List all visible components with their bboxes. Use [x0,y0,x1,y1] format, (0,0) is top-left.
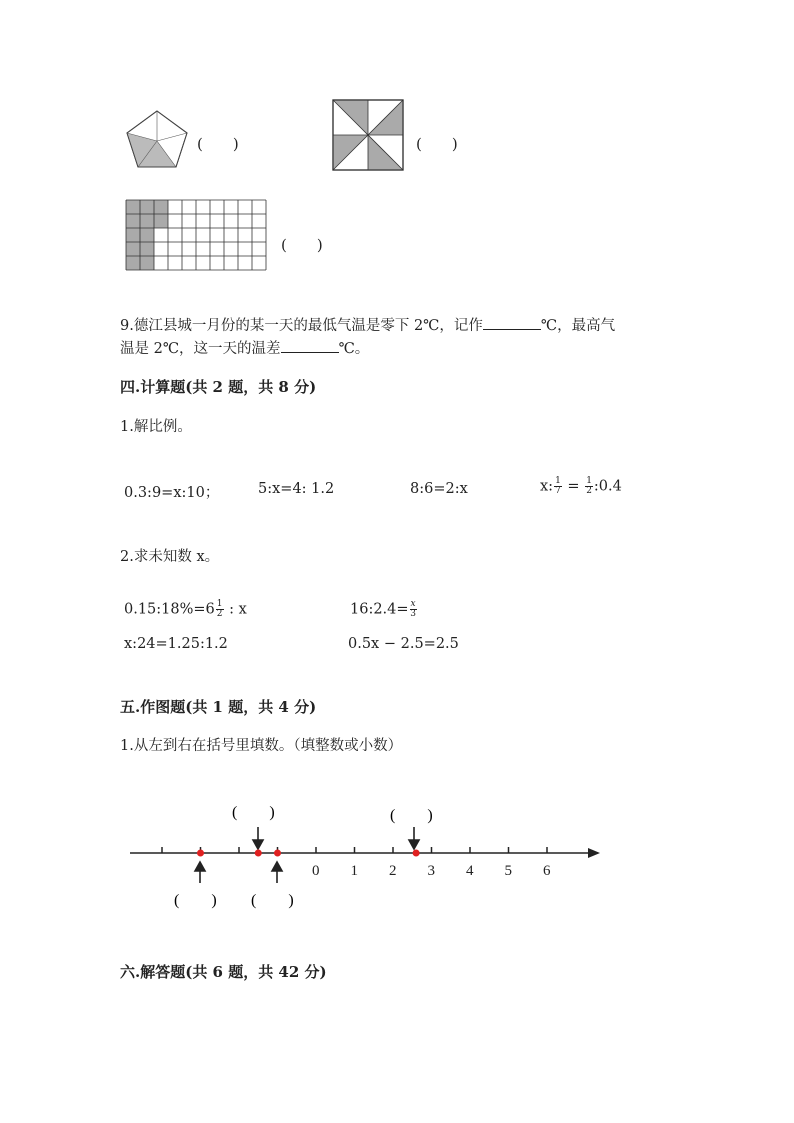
blank-bottom-2[interactable]: ( ) [251,892,294,909]
tick-label: 3 [427,863,435,879]
section4-heading: 四.计算题(共 2 题，共 8 分) [120,378,317,396]
fraction: $\frac{1}{7}$ [555,476,561,496]
tick-label: 6 [543,863,551,879]
shaded-cell [126,200,140,214]
tick-label: 5 [504,863,512,879]
section4-q1-title: 1.解比例。 [120,419,192,435]
section6-heading: 六.解答题(共 6 题，共 42 分) [120,963,327,981]
shaded-cell [126,214,140,228]
down-arrow-1-icon [253,840,263,849]
proportion-eq-3: 8:6=2:x [410,481,468,497]
blank-bottom-1[interactable]: ( ) [174,892,217,909]
number-line-point [413,850,420,857]
grid-figure [125,199,267,271]
q9-text-d: ℃。 [338,341,370,357]
shaded-cell [140,256,154,270]
up-arrow-1-icon [195,862,205,871]
unknown-eq-1: 0.15:18%=6 $\frac{1}{2}$ : x [124,599,247,619]
axis-arrow-icon [588,848,600,858]
proportion-eq-4: x: $\frac{1}{7}$ = $\frac{1}{2}$ :0.4 [540,476,622,496]
fraction: $\frac{1}{2}$ [216,599,223,619]
square-pinwheel-figure [332,99,404,171]
shaded-cell [126,256,140,270]
fraction: $\frac{1}{2}$ [586,476,592,496]
tick-label: 4 [466,863,474,879]
section5-heading: 五.作图题(共 1 题，共 4 分) [120,698,317,716]
q9-blank-2[interactable] [281,340,339,353]
tick-label: 0 [312,863,320,879]
unknown-eq-4: 0.5x − 2.5=2.5 [348,636,459,652]
shaded-cell [126,228,140,242]
unknown-eq-3: x:24=1.25:1.2 [124,636,228,652]
shaded-cell [140,242,154,256]
q9-text-b: ℃，最高气 [540,318,616,334]
proportion-eq-2: 5:x=4: 1.2 [258,481,335,497]
q9-blank-1[interactable] [483,317,541,330]
shaded-cell [140,214,154,228]
answer-blank-square[interactable]: ( ) [416,135,458,153]
shaded-cell [140,200,154,214]
answer-blank-grid[interactable]: ( ) [281,236,323,254]
up-arrow-2-icon [272,862,282,871]
blank-top-2[interactable]: ( ) [390,807,433,824]
number-line-point [197,850,204,857]
unknown-eq-2: 16:2.4= $\frac{x}{3}$ [350,599,416,619]
down-arrow-2-icon [409,840,419,849]
proportion-eq-1: 0.3:9=x:10； [124,485,220,501]
q9-text-c: 温是 2℃，这一天的温差 [120,341,281,357]
q9-line2 [120,337,369,358]
pentagon-figure [124,108,190,170]
section5-q1-title: 1.从左到右在括号里填数。（填整数或小数） [120,738,403,754]
fraction: $\frac{x}{3}$ [410,599,416,619]
shaded-cell [154,214,168,228]
tick-label: 2 [389,863,397,879]
number-line [120,795,610,920]
section4-q2-title: 2.求未知数 x。 [120,549,220,565]
blank-top-1[interactable]: ( ) [232,804,275,821]
answer-blank-pentagon[interactable]: ( ) [197,135,239,153]
shaded-cell [126,242,140,256]
number-line-point [274,850,281,857]
tick-label: 1 [350,863,358,879]
shaded-cell [140,228,154,242]
q9-line1 [120,314,615,335]
number-line-point [255,850,262,857]
shaded-cell [154,200,168,214]
q9-text-a: 9.德江县城一月份的某一天的最低气温是零下 2℃，记作 [120,318,483,334]
